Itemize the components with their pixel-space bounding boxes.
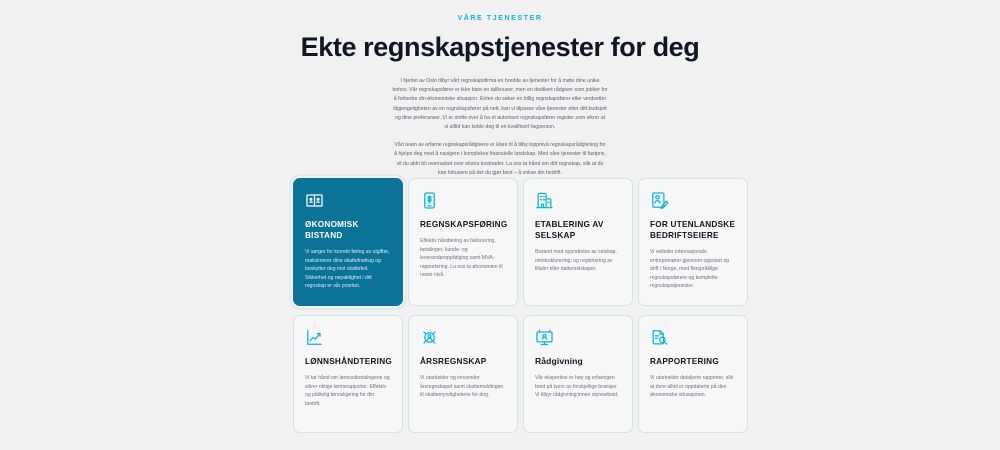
- service-card-description: Vi tar hånd om lønnsutbetalingene og sikrer riktige lønnsrapporter. Effektiv og pålitelig lønnskjøring for din bedrift.: [305, 375, 390, 407]
- trending-chart-icon: [305, 328, 324, 347]
- service-card-title: FOR UTENLANDSKE BEDRIFTSEIERE: [650, 220, 736, 240]
- service-card-description: Vi utarbeider og innsender årsregnskapet samt skattemeldingen til skattemyndighetene for deg.: [420, 375, 504, 399]
- document-search-icon: [650, 328, 669, 347]
- service-card-lonnshandtering[interactable]: [293, 315, 403, 433]
- service-card-title: REGNSKAPSFØRING: [420, 220, 508, 229]
- services-grid: [293, 178, 753, 443]
- monitor-support-icon: [535, 328, 554, 347]
- service-card-for-utenlandske-bedriftseiere[interactable]: [638, 178, 748, 306]
- service-card-title: ÅRSREGNSKAP: [420, 357, 487, 366]
- service-card-description: Bistand med opprettelse av selskap, omstrukturering, og registrering av filialer eller datterselskaper.: [535, 249, 617, 273]
- page-title: Ekte regnskapstjenester for deg: [300, 32, 700, 62]
- section-eyebrow: VÅRE TJENESTER: [457, 15, 543, 22]
- service-card-title: LØNNSHÅNDTERING: [305, 357, 392, 366]
- service-card-radgivning[interactable]: [523, 315, 633, 433]
- service-card-description: Vi utarbeider detaljerte rapporter, slik at dere alltid er oppdaterte på den økonomiske situasjonen.: [650, 375, 734, 399]
- service-card-title: ØKONOMISK BISTAND: [305, 220, 359, 240]
- service-card-description: Vi sørger for korrekt føring av utgifter, maksimerer dine skattefradrag og beskytter deg mot skattefeil. Sikkerhet og nøyaktighet i ditt regnskap er vår prioritet.: [305, 249, 390, 290]
- office-building-icon: [535, 191, 554, 210]
- service-card-title: RAPPORTERING: [650, 357, 719, 366]
- service-card-arsregnskap[interactable]: [408, 315, 518, 433]
- mobile-payment-icon: [420, 191, 439, 210]
- service-card-description: Effektiv håndtering av fakturering, betalinger, kunde- og leverandøroppfølging samt MVA-rapportering. La oss ta økonomien til neste nivå.: [420, 238, 503, 279]
- service-card-regnskapsforing[interactable]: [408, 178, 518, 306]
- service-card-rapportering[interactable]: [638, 315, 748, 433]
- service-card-title: ETABLERING AV SELSKAP: [535, 220, 604, 240]
- service-card-etablering-av-selskap[interactable]: [523, 178, 633, 306]
- service-card-okonomisk-bistand[interactable]: [293, 178, 403, 306]
- service-card-title: Rådgivning: [535, 356, 583, 366]
- service-card-description: Vår ekspertise er høy og erfaringen bred på tvers av forskjellige bransjer. Vi tilbyr rådgivning innen styrearbeid.: [535, 375, 619, 399]
- intro-paragraph-2: Vårt team av erfarne regnskapsrådgivere er klare til å tilby toppnivå regnskapsrådgivning for å hjelpe deg med å navigere i komplekse finansielle landskap. Med våre tjenester til fastpris, vil du aldri bli overrasket over ekstra kostnader. La oss ta hånd om ditt regnskap, slik at du kan fokusere på det du gjør best – å vokse din bedrift.: [394, 142, 606, 176]
- open-book-icon: [305, 191, 324, 210]
- document-pen-icon: [650, 191, 669, 210]
- intro-text-block: [393, 77, 608, 178]
- intro-paragraph-1: I hjertet av Oslo tilbyr vårt regnskapsfirma en bredde av tjenester for å møte dine unike behov. Vår regnskapsfører er ikke bare en tallknuser, men en dedikert rådgiver som jobber for å forbedre din økonomiske situasjon. Enten du søker en billig regnskapsfører eller verdsetter tilgjengeligheten av en regnskapsfører på nett, kan vi tilpasse våre tjenester etter ditt budsjett og dine preferanser. Vi er stolte over å ha et autorisert regnskapsfører register som sikrer at vi alltid kan koble deg til en kvalifisert fagperson.: [392, 78, 608, 131]
- service-card-description: Vi veileder internasjonale entreprenører gjennom oppstart og drift i Norge, med flerspråklige regnskapsførere og komplette regnskapstjenester.: [650, 249, 729, 290]
- user-network-icon: [420, 328, 439, 347]
